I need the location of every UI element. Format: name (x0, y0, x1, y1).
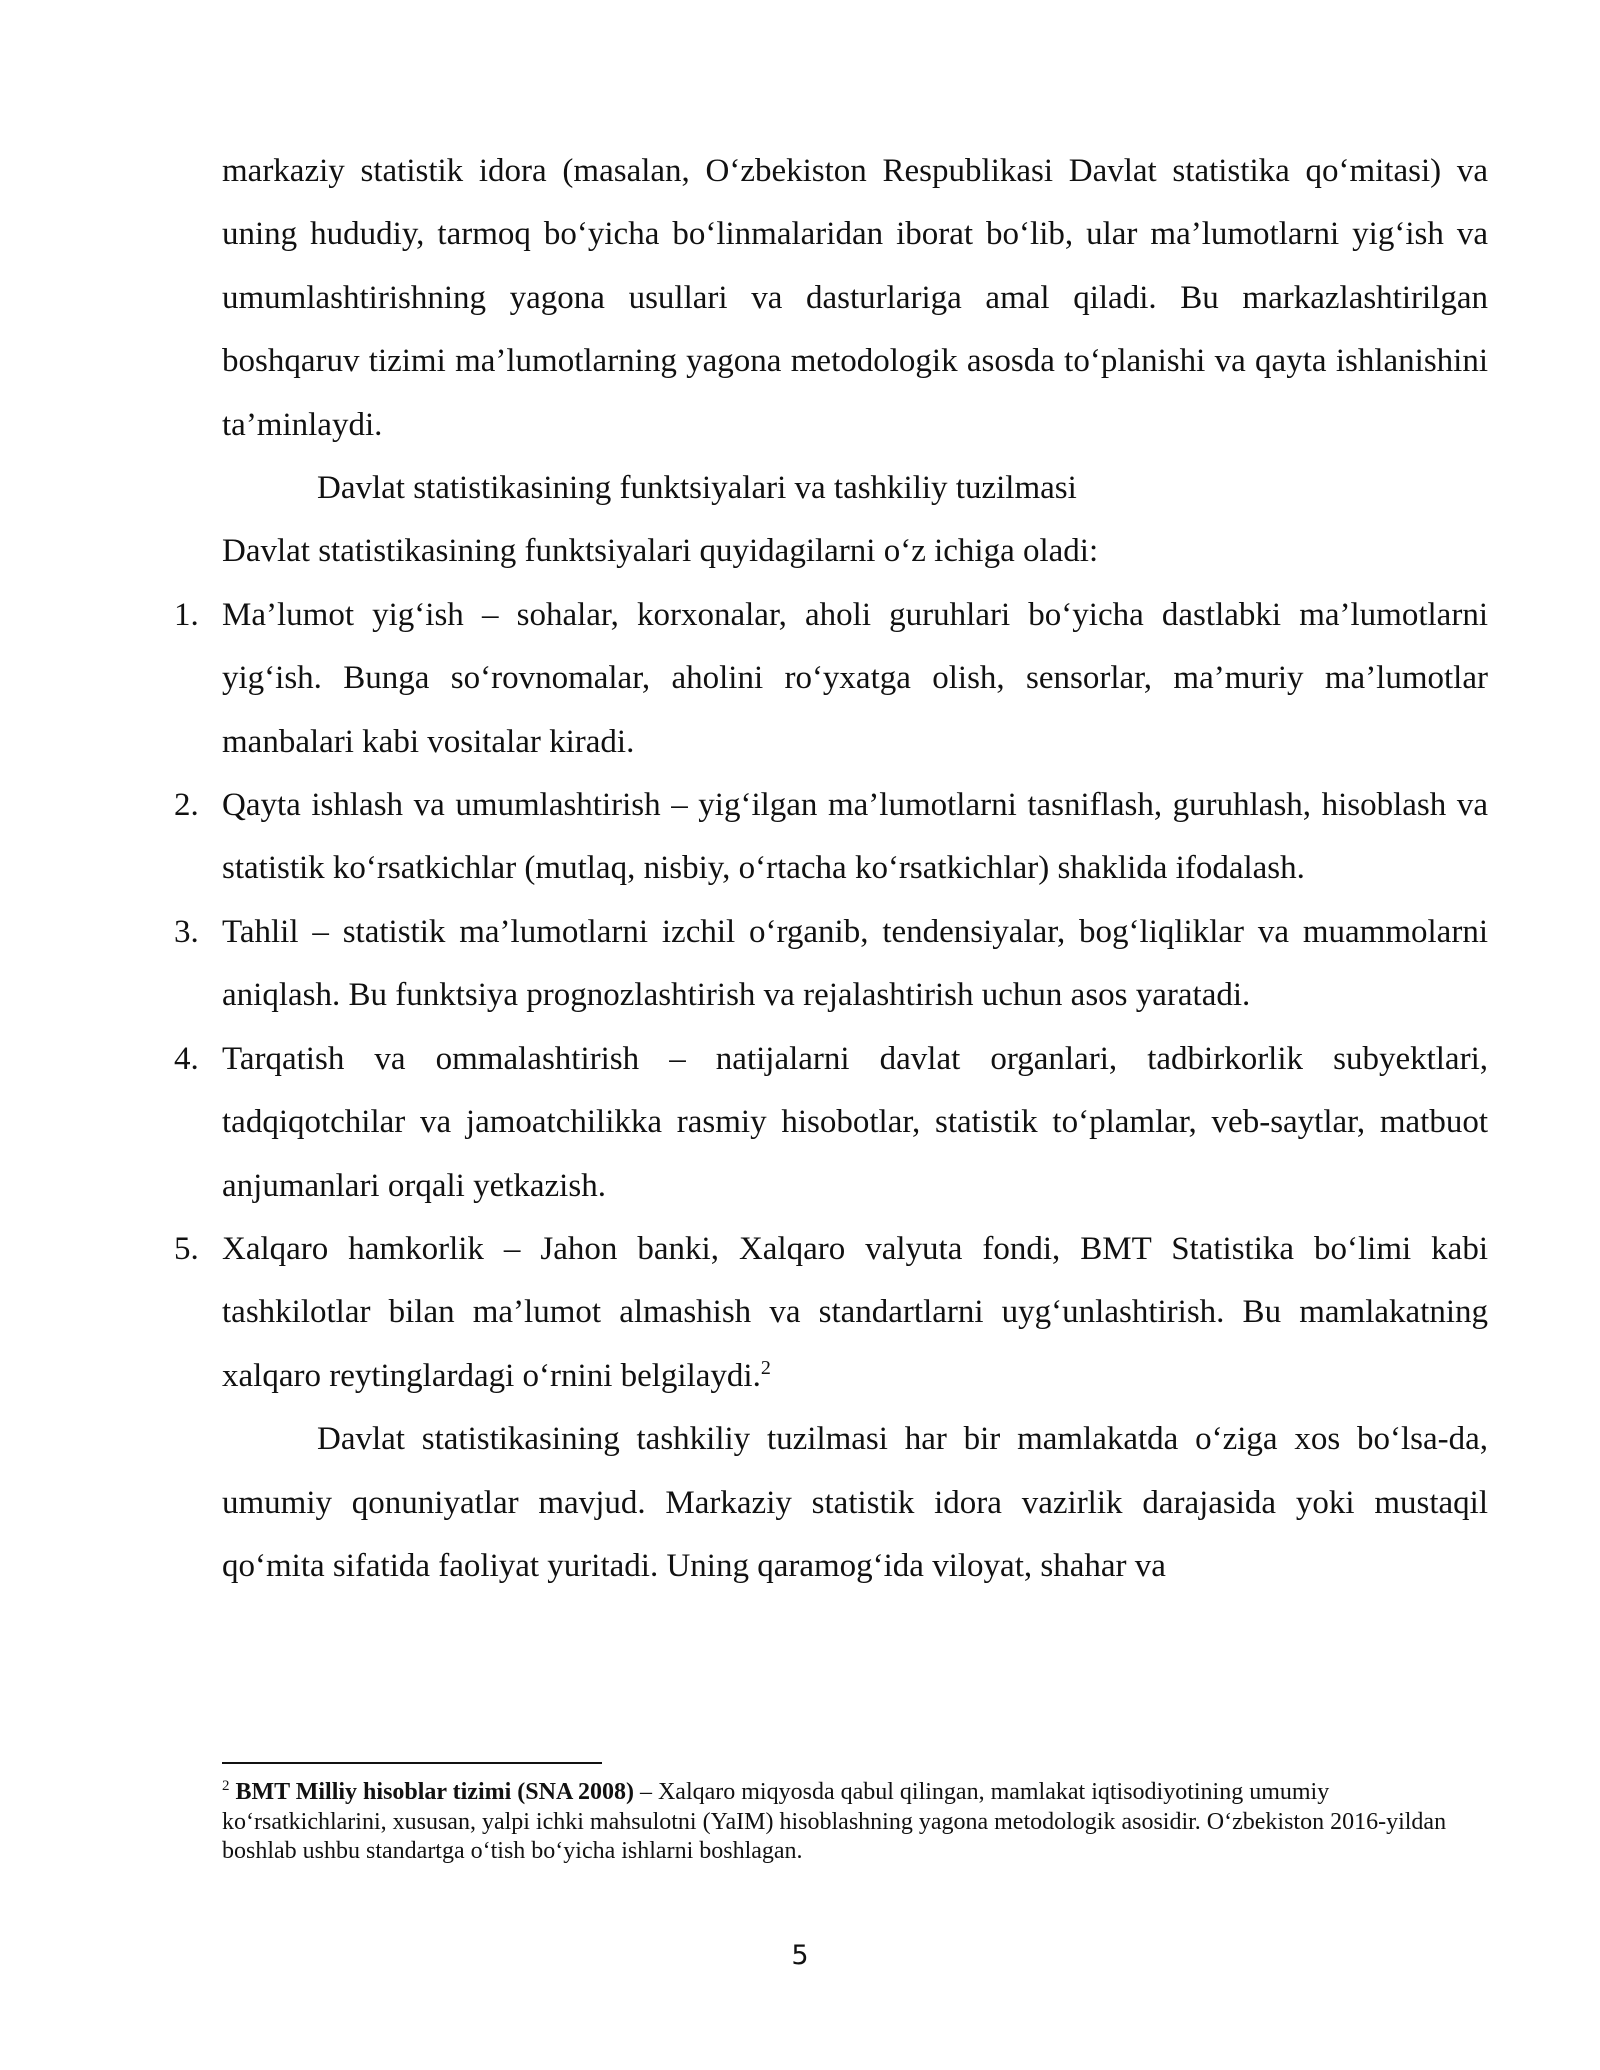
list-item (174, 584, 1488, 774)
functions-list (174, 584, 1488, 1408)
list-item-number: 3. (174, 913, 199, 950)
list-item-number: 2. (174, 787, 199, 824)
list-item-text: Ma’lumot yig‘ish – sohalar, korxonalar, aholi guruhlari bo‘yicha dastlabki ma’lumotlarni yig‘ish. Bunga so‘rovnomalar, aholini ro‘yxatga olish, sensorlar, ma’muriy ma’lumotlar manbalari kabi vositalar kiradi. (222, 596, 1488, 760)
list-item-text: Tarqatish va ommalashtirish – natijalarni davlat organlari, tadbirkorlik subyektlari, tadqiqotchilar va jamoatchilikka rasmiy hisobotlar, statistik to‘plamlar, veb-saytlar, matbuot anjumanlari orqali yetkazish. (222, 1040, 1488, 1204)
list-item-text: Xalqaro hamkorlik – Jahon banki, Xalqaro valyuta fondi, BMT Statistika bo‘limi kabi tashkilotlar bilan ma’lumot almashish va standartlarni uyg‘unlashtirish. Bu mamlakatning xalqaro reytinglardagi o‘rnini belgilaydi. (222, 1230, 1488, 1394)
list-item-number: 4. (174, 1040, 199, 1077)
list-item (174, 1218, 1488, 1408)
page-number: 5 (791, 1940, 809, 1971)
footnote-reference[interactable]: 2 (760, 1356, 771, 1379)
intro-paragraph: markaziy statistik idora (masalan, O‘zbekiston Respublikasi Davlat statistika qo‘mitasi) va uning hududiy, tarmoq bo‘yicha bo‘linmalaridan iborat bo‘lib, ular ma’lumotlarni yig‘ish va umumlashtirishning yagona usullari va dasturlariga amal qiladi. Bu markazlashtirilgan boshqaruv tizimi ma’lumotlarning yagona metodologik asosda to‘planishi va qayta ishlanishini ta’minlaydi. (222, 153, 1488, 443)
list-item-text: Tahlil – statistik ma’lumotlarni izchil o‘rganib, tendensiyalar, bog‘liqliklar va muammolarni aniqlash. Bu funktsiya prognozlashtirish va rejalashtirish uchun asos yaratadi. (222, 913, 1488, 1014)
list-item-number: 1. (174, 596, 199, 633)
list-item-text: Qayta ishlash va umumlashtirish – yig‘ilgan ma’lumotlarni tasniflash, guruhlash, hisoblash va statistik ko‘rsatkichlar (mutlaq, nisbiy, o‘rtacha ko‘rsatkichlar) shaklida ifodalash. (222, 787, 1488, 887)
list-item-number: 5. (174, 1230, 199, 1267)
footnote-text: – Xalqaro miqyosda qabul qilingan, mamlakat iqtisodiyotining umumiy ko‘rsatkichlarini, xususan, yalpi ichki mahsulotni (YaIM) hisoblashning yagona metodologik asosidir. O‘zbekiston 2016-yildan boshlab ushbu standartga o‘tish bo‘yicha ishlarni boshlagan. (222, 1779, 1447, 1864)
list-item (174, 1028, 1488, 1218)
closing-paragraph: Davlat statistikasining tashkiliy tuzilmasi har bir mamlakatda o‘ziga xos bo‘lsa-da, umumiy qonuniyatlar mavjud. Markaziy statistik idora vazirlik darajasida yoki mustaqil qo‘mita sifatida faoliyat yuritadi. Uning qaramog‘ida viloyat, shahar va (222, 1421, 1488, 1584)
list-item (174, 901, 1488, 1028)
footnote-term: BMT Milliy hisoblar tizimi (SNA 2008) (235, 1779, 634, 1805)
section-heading: Davlat statistikasining funktsiyalari va tashkiliy tuzilmasi (317, 470, 1077, 507)
main-text (174, 140, 1488, 1598)
footnote (222, 1778, 1484, 1867)
footnote-separator (222, 1762, 602, 1764)
footnote-mark: 2 (222, 1778, 230, 1794)
list-lead-paragraph: Davlat statistikasining funktsiyalari quyidagilarni o‘z ichiga oladi: (222, 533, 1099, 570)
list-item (174, 774, 1488, 901)
